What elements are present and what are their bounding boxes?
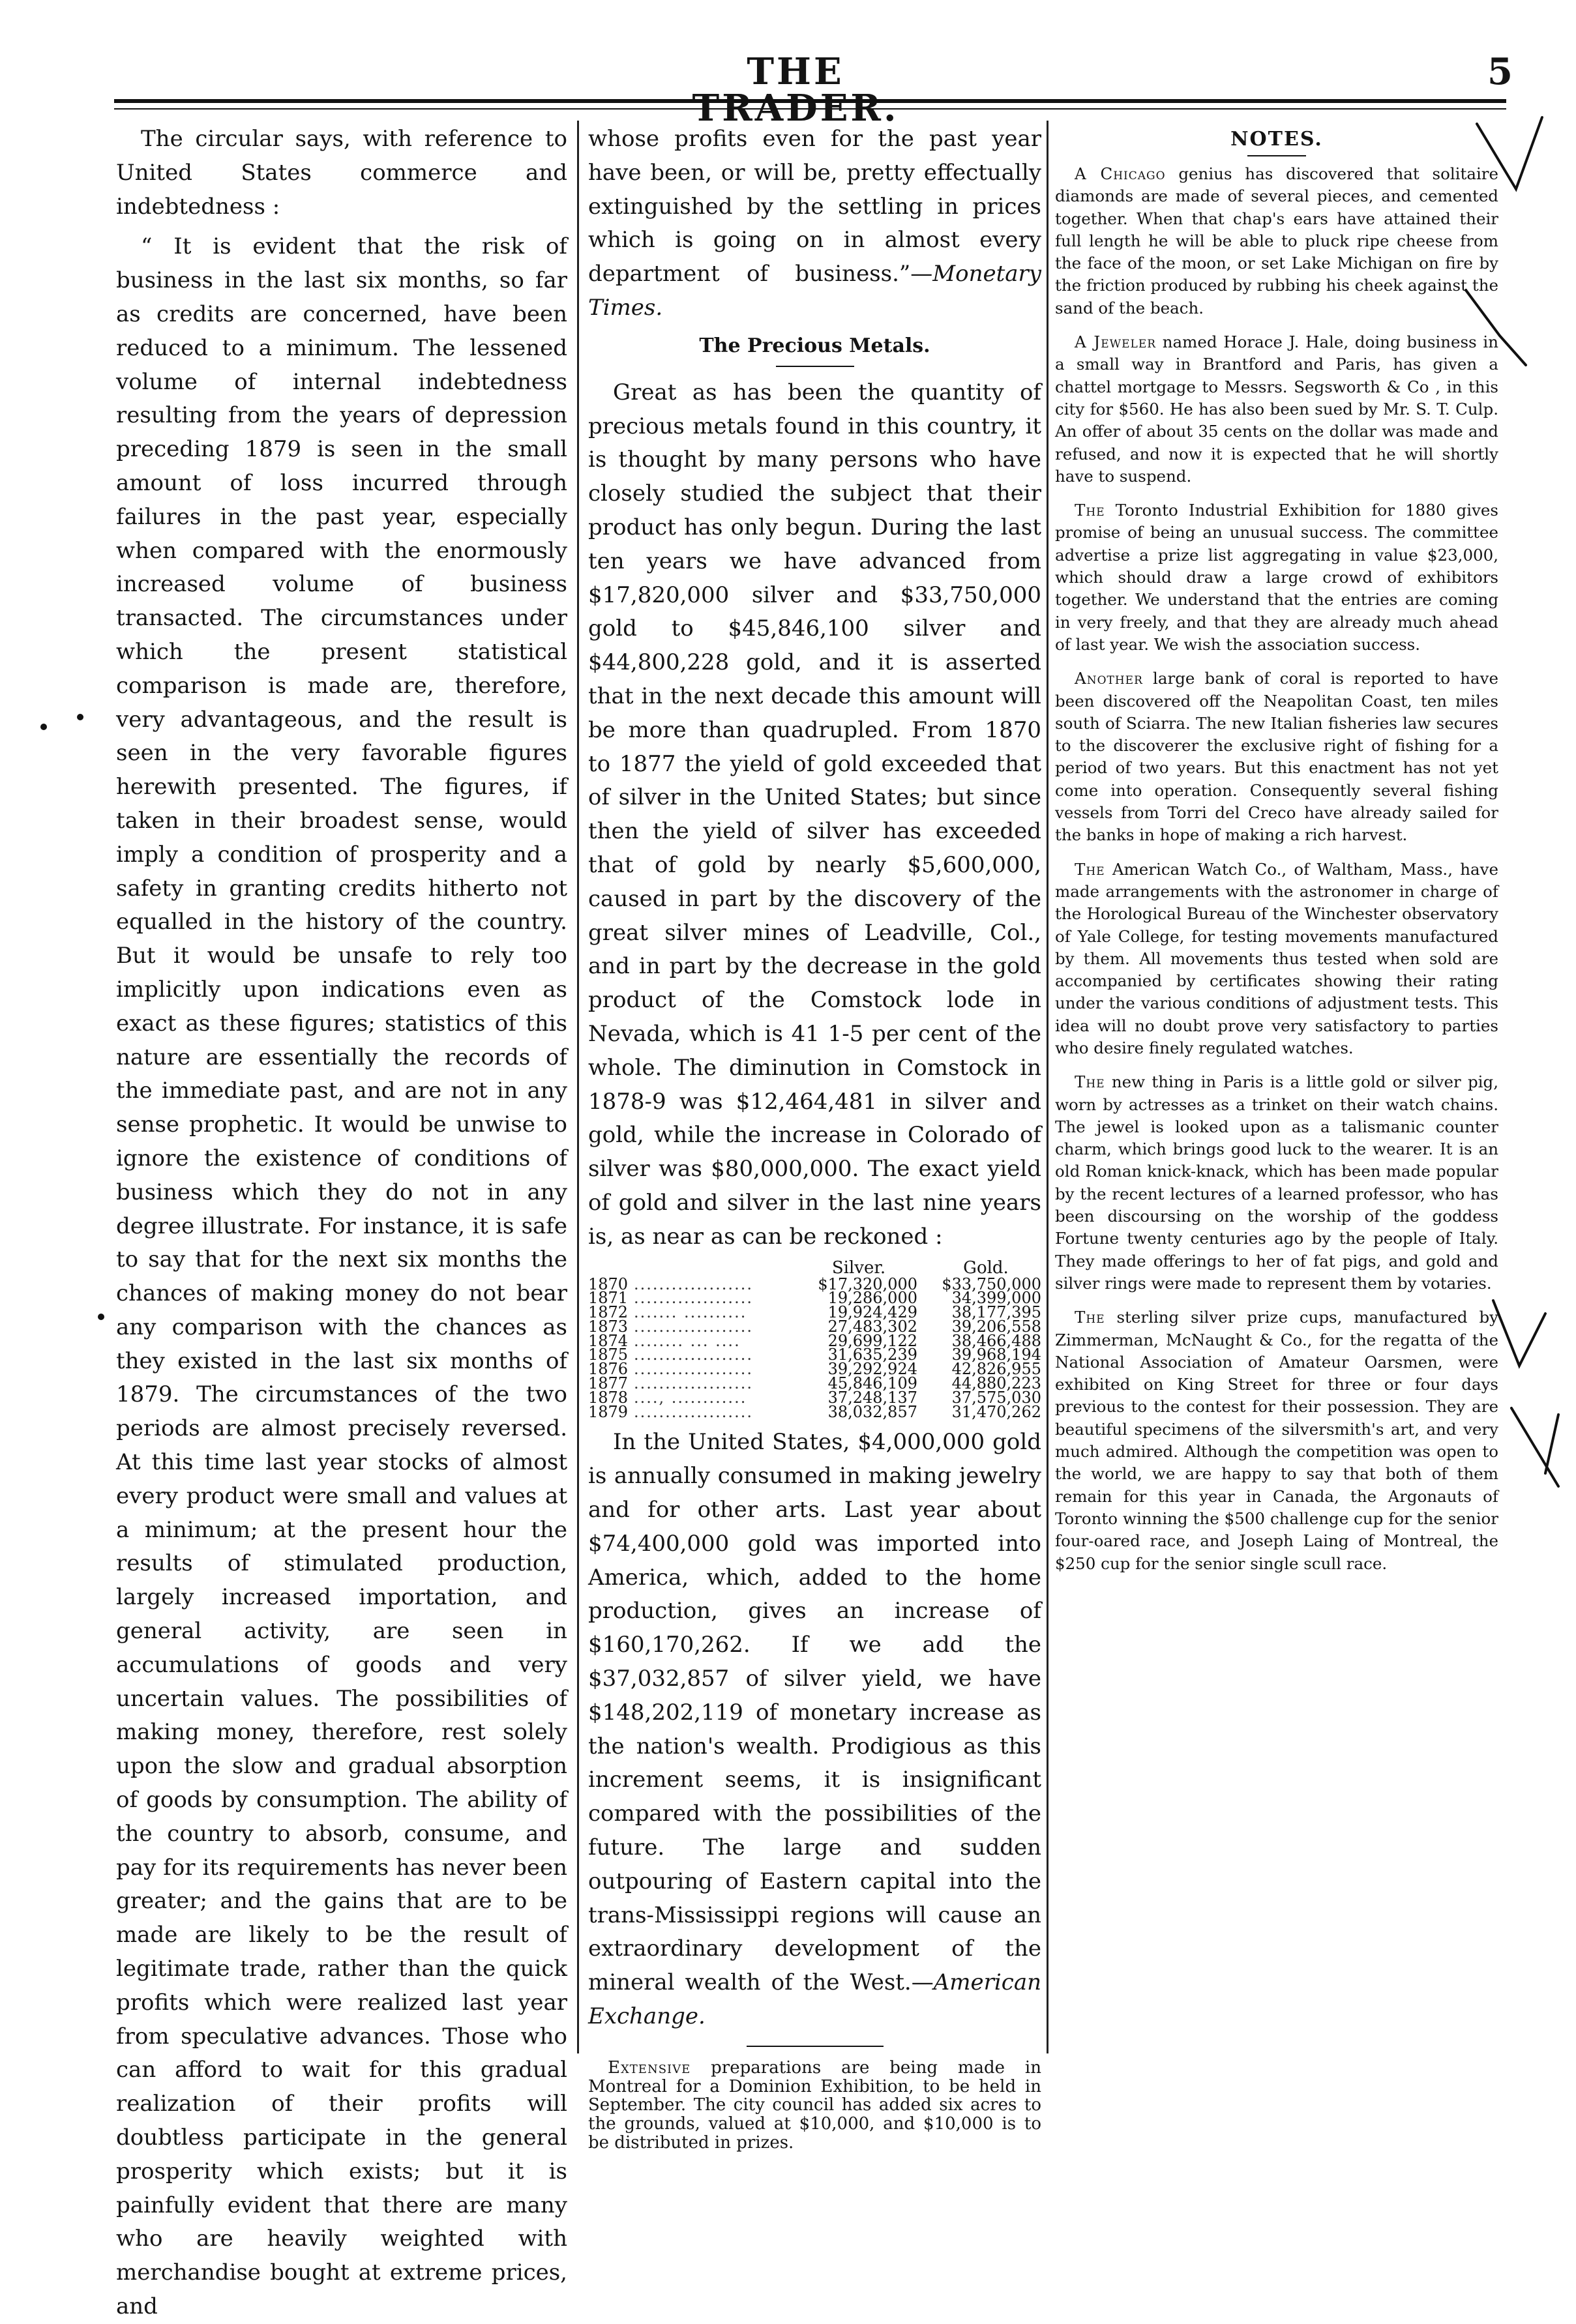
note-item — [1055, 331, 1498, 488]
row-gold-value: 38,466,488 — [951, 1331, 1041, 1350]
article-continuation — [588, 123, 1041, 325]
row-year: 1878 — [588, 1388, 629, 1407]
yield-table-rows — [588, 1274, 1041, 1421]
row-year: 1871 — [588, 1289, 629, 1308]
column-divider-1 — [577, 121, 579, 2053]
row-year: 1870 — [588, 1274, 629, 1293]
column-header-silver: Silver. — [831, 1258, 886, 1278]
article-quote: “ It is evident that the risk of business in the last six months, so far as credits are concerned, have been reduced to a minimum. The lessened volume of internal indebtedness resulting from the years of depression preceding 1879 is seen in the small amount of loss incurred through failures in the past year, especially when compared with the enormously increased volume of business transacted. The circumstances under which the present statistical comparison is made are, therefore, very advantageous, and the result is seen in the very favorable figures herewith presented. The figures, if taken in their broadest sense, would imply a condition of prosperity and a safety in granting credits hitherto not equalled in the history of the country. But it would be unsafe to rely too implicitly upon indications even as exact as these figures; statistics of this nature are essentially the records of the immediate past, and are not in any sense prophetic. It would be unwise to ignore the existence of conditions of business which they do not in any degree illustrate. For instance, it is safe to say that for the next six months the chances of making money do not bear any comparison with the chances as they existed in the last six months of 1879. The circumstances of the two periods are almost precisely reversed. At this time last year stocks of almost every product were small and values at a minimum; at the present hour the results of stimulated production, largely increased importation, and general activity, are seen in accumulations of goods and very uncertain values. The possibilities of making money, therefore, rest solely upon the slow and gradual absorption of goods by consumption. The ability of the country to absorb, consume, and pay for its requirements has never been greater; and the gains that are to be made are likely to be the result of legitimate trade, rather than the quick profits which were realized last year from speculative advances. Those who can afford to wait for this gradual realization of their profits will doubtless participate in the general prosperity which exists; but it is painfully evident that there are many who are heavily weighted with merchandise bought at extreme prices, and — [116, 233, 567, 2319]
notes-title: NOTES. — [1230, 128, 1323, 151]
margin-check-mark-1 — [1470, 111, 1549, 202]
header-rule-thin — [114, 108, 1506, 110]
row-leader-dots: ........ ... .... — [634, 1331, 741, 1350]
row-silver-value: 45,846,109 — [827, 1374, 917, 1393]
margin-dot-3 — [98, 1314, 104, 1320]
body-2-text: In the United States, $4,000,000 gold is annually consumed in making jewelry and for other arts. Last year about $74,400,000 gold was imported into America, which, added to the home production, gives an increase of $160,170,262. If we add the $37,032,857 of silver yield, we have $148,202,119 of monetary increase as the nation's wealth. Prodigious as this increment seems, it is insignificant compared with the possibilities of the future. The large and sudden outpouring of Eastern capital into the trans-Mississippi regions will cause an extraordinary development of the mineral wealth of the West.— — [588, 1429, 1041, 1996]
row-gold-value: 42,826,955 — [951, 1360, 1041, 1379]
column-header-gold: Gold. — [963, 1258, 1009, 1278]
margin-check-mark-2 — [1461, 284, 1532, 372]
yield-table-row — [588, 1402, 1041, 1421]
row-leader-dots: ................... — [634, 1360, 753, 1379]
note-item — [1055, 859, 1498, 1060]
note-text: new thing in Paris is a little gold or silver pig, worn by actresses as a trinket on their watch chains. The jewel is looked upon as a talismanic counter charm, which brings good luck to the wearer. It is an old Roman knick-knack, which has been made popular by the recent lectures of a learned professor, who has been discoursing on the worship of the goddess Fortune twenty centuries ago by the people of Italy. They made offerings to her of fat pigs, and gold and silver rings were made to represent them by votaries. — [1055, 1072, 1498, 1293]
exhibition-item-lead: Extensive — [608, 2057, 691, 2078]
continuation-source: Monetary Times. — [588, 261, 1041, 321]
row-leader-dots: ................... — [634, 1402, 753, 1421]
precious-metals-body: Great as has been the quantity of precious metals found in this country, it is thought by many persons who have closely studied the subject that their product has only begun. During the last ten years we have advanced from $17,820,000 silver and $33,750,000 gold to $45,846,100 silver and $44,800,228 gold, and it is asserted that in the next decade this amount will be more than quadrupled. From 1870 to 1877 the yield of gold exceeded that of silver in the United States; but since then the yield of silver has exceeded that of gold by nearly $5,600,000, caused in part by the discovery of the great silver mines of Leadville, Col., and in part by the decrease in the gold product of the Comstock lode in Nevada, which is 41 1-5 per cent of the whole. The diminution in Comstock in 1878-9 was $12,464,481 in silver and gold, while the increase in Colorado of silver was $80,000,000. The exact yield of gold and silver in the last nine years is, as near as can be reckoned : — [588, 379, 1041, 1250]
margin-dot-1 — [40, 724, 47, 730]
margin-dot-2 — [77, 714, 83, 720]
body-2-source: American Exchange. — [588, 1969, 1041, 2030]
row-silver-value: 31,635,239 — [827, 1346, 917, 1364]
note-text: named Horace J. Hale, doing business in a small way in Brantford and Paris, has given a chattel mortgage to Messrs. Segsworth & Co , in this city for $560. He has also been sued by Mr. S. T. Culp. An offer of about 35 cents on the dollar was made and refused, and now it is expected that he will shortly have to suspend. — [1055, 332, 1498, 486]
yield-table-header — [588, 1258, 1041, 1278]
note-item — [1055, 499, 1498, 656]
notes-title-rule — [1247, 155, 1306, 156]
exhibition-item-text: preparations are being made in Montreal for a Dominion Exhibition, to be held in September. The city council has added six acres to the grounds, valued at $10,000, and $10,000 is to be distributed in prizes. — [588, 2057, 1041, 2153]
row-silver-value: 19,924,429 — [827, 1303, 917, 1322]
margin-check-mark-3 — [1487, 1294, 1552, 1379]
header-rule-thick — [114, 99, 1506, 103]
note-item — [1055, 1071, 1498, 1295]
article-intro: The circular says, with reference to United States commerce and indebtedness : — [116, 126, 567, 220]
row-year: 1872 — [588, 1303, 629, 1322]
note-lead: A Jeweler — [1075, 332, 1157, 352]
row-year: 1874 — [588, 1331, 629, 1350]
row-silver-value: 29,699,122 — [827, 1331, 917, 1350]
note-text: genius has discovered that solitaire diamonds are made of several pieces, and cemented together. When that chap's ears have attained their full length he will be able to pluck ripe cheese from the face of the moon, or set Lake Michigan on fire by the friction produced by rubbing his cheek against the sand of the beach. — [1055, 164, 1498, 317]
row-silver-value: 39,292,924 — [827, 1360, 917, 1379]
column-1 — [116, 123, 567, 2324]
note-lead: Another — [1075, 669, 1143, 688]
notes-list — [1055, 163, 1498, 1575]
note-lead: The — [1075, 1072, 1105, 1092]
column-divider-2 — [1047, 121, 1048, 2053]
row-gold-value: 37,575,030 — [951, 1388, 1041, 1407]
row-gold-value: $33,750,000 — [942, 1274, 1041, 1293]
row-leader-dots: ....... .......... — [634, 1303, 747, 1322]
row-gold-value: 31,470,262 — [951, 1402, 1041, 1421]
row-year: 1873 — [588, 1317, 629, 1336]
note-text: American Watch Co., of Waltham, Mass., have made arrangements with the astronomer in charge of the Horological Bureau of the Winchester observatory of Yale College, for testing movements manufactured by them. All movements thus tested when sold are accompanied by certificates showing their rating under the various conditions of adjustment tests. This idea will no doubt prove very satisfactory to parties who desire finely regulated watches. — [1055, 859, 1498, 1057]
note-text: Toronto Industrial Exhibition for 1880 gives promise of being an unusual success. The committee advertise a prize list aggregating in value $23,000, which should draw a large crowd of exhibitors together. We understand that the entries are coming in very freely, and that they are already much ahead of last year. We wish the association success. — [1055, 501, 1498, 654]
row-leader-dots: ................... — [634, 1346, 753, 1364]
note-lead: The — [1075, 1308, 1105, 1327]
continuation-text: whose profits even for the past year have been, or will be, pretty effectually extinguished by the settling in prices which is going on in almost every department of business.”— — [588, 126, 1041, 287]
row-silver-value: 27,483,302 — [827, 1317, 917, 1336]
yield-table — [588, 1258, 1041, 1420]
row-silver-value: 38,032,857 — [827, 1402, 917, 1421]
note-lead: The — [1075, 859, 1105, 879]
row-gold-value: 38,177,395 — [951, 1303, 1041, 1322]
row-silver-value: 37,248,137 — [827, 1388, 917, 1407]
precious-metals-body-2 — [588, 1426, 1041, 2033]
note-item — [1055, 668, 1498, 846]
note-item — [1055, 1306, 1498, 1575]
row-leader-dots: ...., ............ — [634, 1388, 747, 1407]
note-item — [1055, 163, 1498, 319]
note-text: sterling silver prize cups, manufactured by Zimmerman, McNaught & Co., for the regatta of the National Association of Amateur Oarsmen, were exhibited on King Street for three or four days previous to the contest for their possession. They are beautiful specimens of the silversmith's art, and very much admired. Although the competition was open to the world, we are happy to say that both of them remain for this year in Canada, the Argonauts of Toronto winning the $500 challenge cup for the senior four-oared race, and Joseph Laing of Montreal, the $250 cup for the senior single scull race. — [1055, 1308, 1498, 1573]
section-title-precious-metals: The Precious Metals. — [699, 334, 930, 357]
row-silver-value: 19,286,000 — [827, 1289, 917, 1308]
row-gold-value: 39,968,194 — [951, 1346, 1041, 1364]
row-silver-value: $17,320,000 — [818, 1274, 917, 1293]
note-text: large bank of coral is reported to have been discovered off the Neapolitan Coast, ten miles south of Sciarra. The new Italian fisheries law secures to the discoverer the exclusive right of fishing for a period of two years. But this enactment has not yet come into operation. Consequently several fishing vessels from Torri del Creco have already sailed for the banks in hope of making a rich harvest. — [1055, 669, 1498, 845]
row-leader-dots: ................... — [634, 1274, 753, 1293]
row-year: 1875 — [588, 1346, 629, 1364]
row-gold-value: 39,206,558 — [951, 1317, 1041, 1336]
row-leader-dots: ................... — [634, 1317, 753, 1336]
row-year: 1876 — [588, 1360, 629, 1379]
row-leader-dots: ................... — [634, 1374, 753, 1393]
margin-check-mark-4 — [1506, 1402, 1565, 1493]
row-gold-value: 44,880,223 — [951, 1374, 1041, 1393]
row-leader-dots: ................... — [634, 1289, 753, 1308]
column-3 — [1055, 123, 1498, 1587]
masthead-title: THE — [747, 50, 844, 93]
section-title-rule — [776, 366, 854, 367]
page-number: 5 — [1487, 50, 1513, 93]
short-item-rule — [747, 2046, 884, 2047]
note-lead: A Chicago — [1075, 164, 1166, 183]
column-2 — [588, 123, 1041, 2153]
row-year: 1879 — [588, 1402, 629, 1421]
exhibition-item — [588, 2059, 1041, 2153]
row-gold-value: 34,399,000 — [951, 1289, 1041, 1308]
row-year: 1877 — [588, 1374, 629, 1393]
note-lead: The — [1075, 501, 1105, 520]
